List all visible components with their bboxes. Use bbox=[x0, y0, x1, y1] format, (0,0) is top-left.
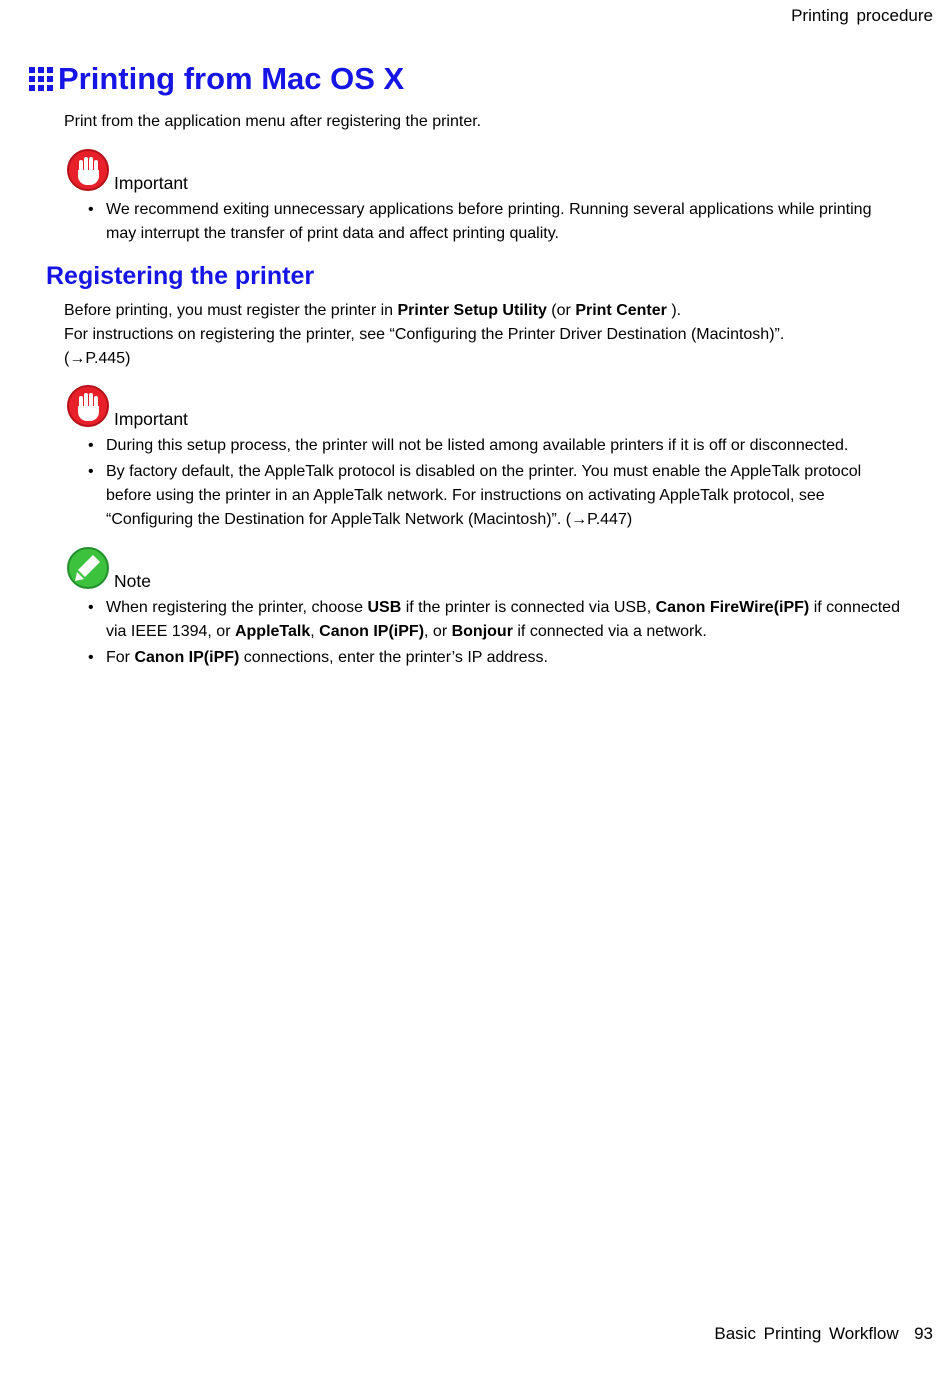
important-list bbox=[88, 198, 906, 246]
section-paragraph-2: For instructions on registering the printer, see “Configuring the Printer Driver Destination (Macintosh)”. bbox=[64, 326, 785, 343]
important-list bbox=[88, 434, 906, 532]
list-item: • For Canon IP(iPF) connections, enter the printer’s IP address. bbox=[88, 646, 906, 670]
pencil-icon bbox=[66, 546, 110, 590]
page-reference: (→P.445) bbox=[64, 350, 131, 367]
page-footer bbox=[714, 1324, 933, 1344]
section-heading: Registering the printer bbox=[46, 262, 315, 290]
running-header: Printing procedure bbox=[791, 6, 933, 25]
section-paragraph-1: Before printing, you must register the printer in Printer Setup Utility (or Print Center ). bbox=[64, 302, 682, 319]
intro-text: Print from the application menu after registering the printer. bbox=[64, 113, 482, 130]
title-row bbox=[28, 60, 404, 98]
stop-hand-icon bbox=[66, 384, 110, 428]
note-list bbox=[88, 596, 906, 670]
list-item: • By factory default, the AppleTalk protocol is disabled on the printer. You must enable the AppleTalk protocol before using the printer in an AppleTalk network. For instructions on activating AppleTalk protocol, see “Configuring the Destination for AppleTalk Network (Macintosh)”. (→P.447) bbox=[88, 460, 906, 532]
list-item: • During this setup process, the printer will not be listed among available printers if it is off or disconnected. bbox=[88, 434, 906, 458]
page-number: 93 bbox=[914, 1324, 933, 1343]
page-title: Printing from Mac OS X bbox=[58, 61, 405, 96]
important-label: Important bbox=[114, 173, 188, 193]
list-item: • We recommend exiting unnecessary applications before printing. Running several applications while printing may interrupt the transfer of print data and affect printing quality. bbox=[88, 198, 906, 246]
important-callout-1 bbox=[66, 144, 884, 248]
note-callout bbox=[66, 542, 900, 672]
grid-icon bbox=[28, 66, 54, 92]
note-label: Note bbox=[114, 571, 151, 591]
important-callout-2 bbox=[66, 380, 884, 534]
important-label: Important bbox=[114, 409, 188, 429]
footer-chapter: Basic Printing Workflow bbox=[714, 1324, 899, 1343]
stop-hand-icon bbox=[66, 148, 110, 192]
list-item: • When registering the printer, choose USB if the printer is connected via USB, Canon FireWire(iPF) if connected via IEEE 1394, or AppleTalk, Canon IP(iPF), or Bonjour if connected via a network. bbox=[88, 596, 906, 644]
